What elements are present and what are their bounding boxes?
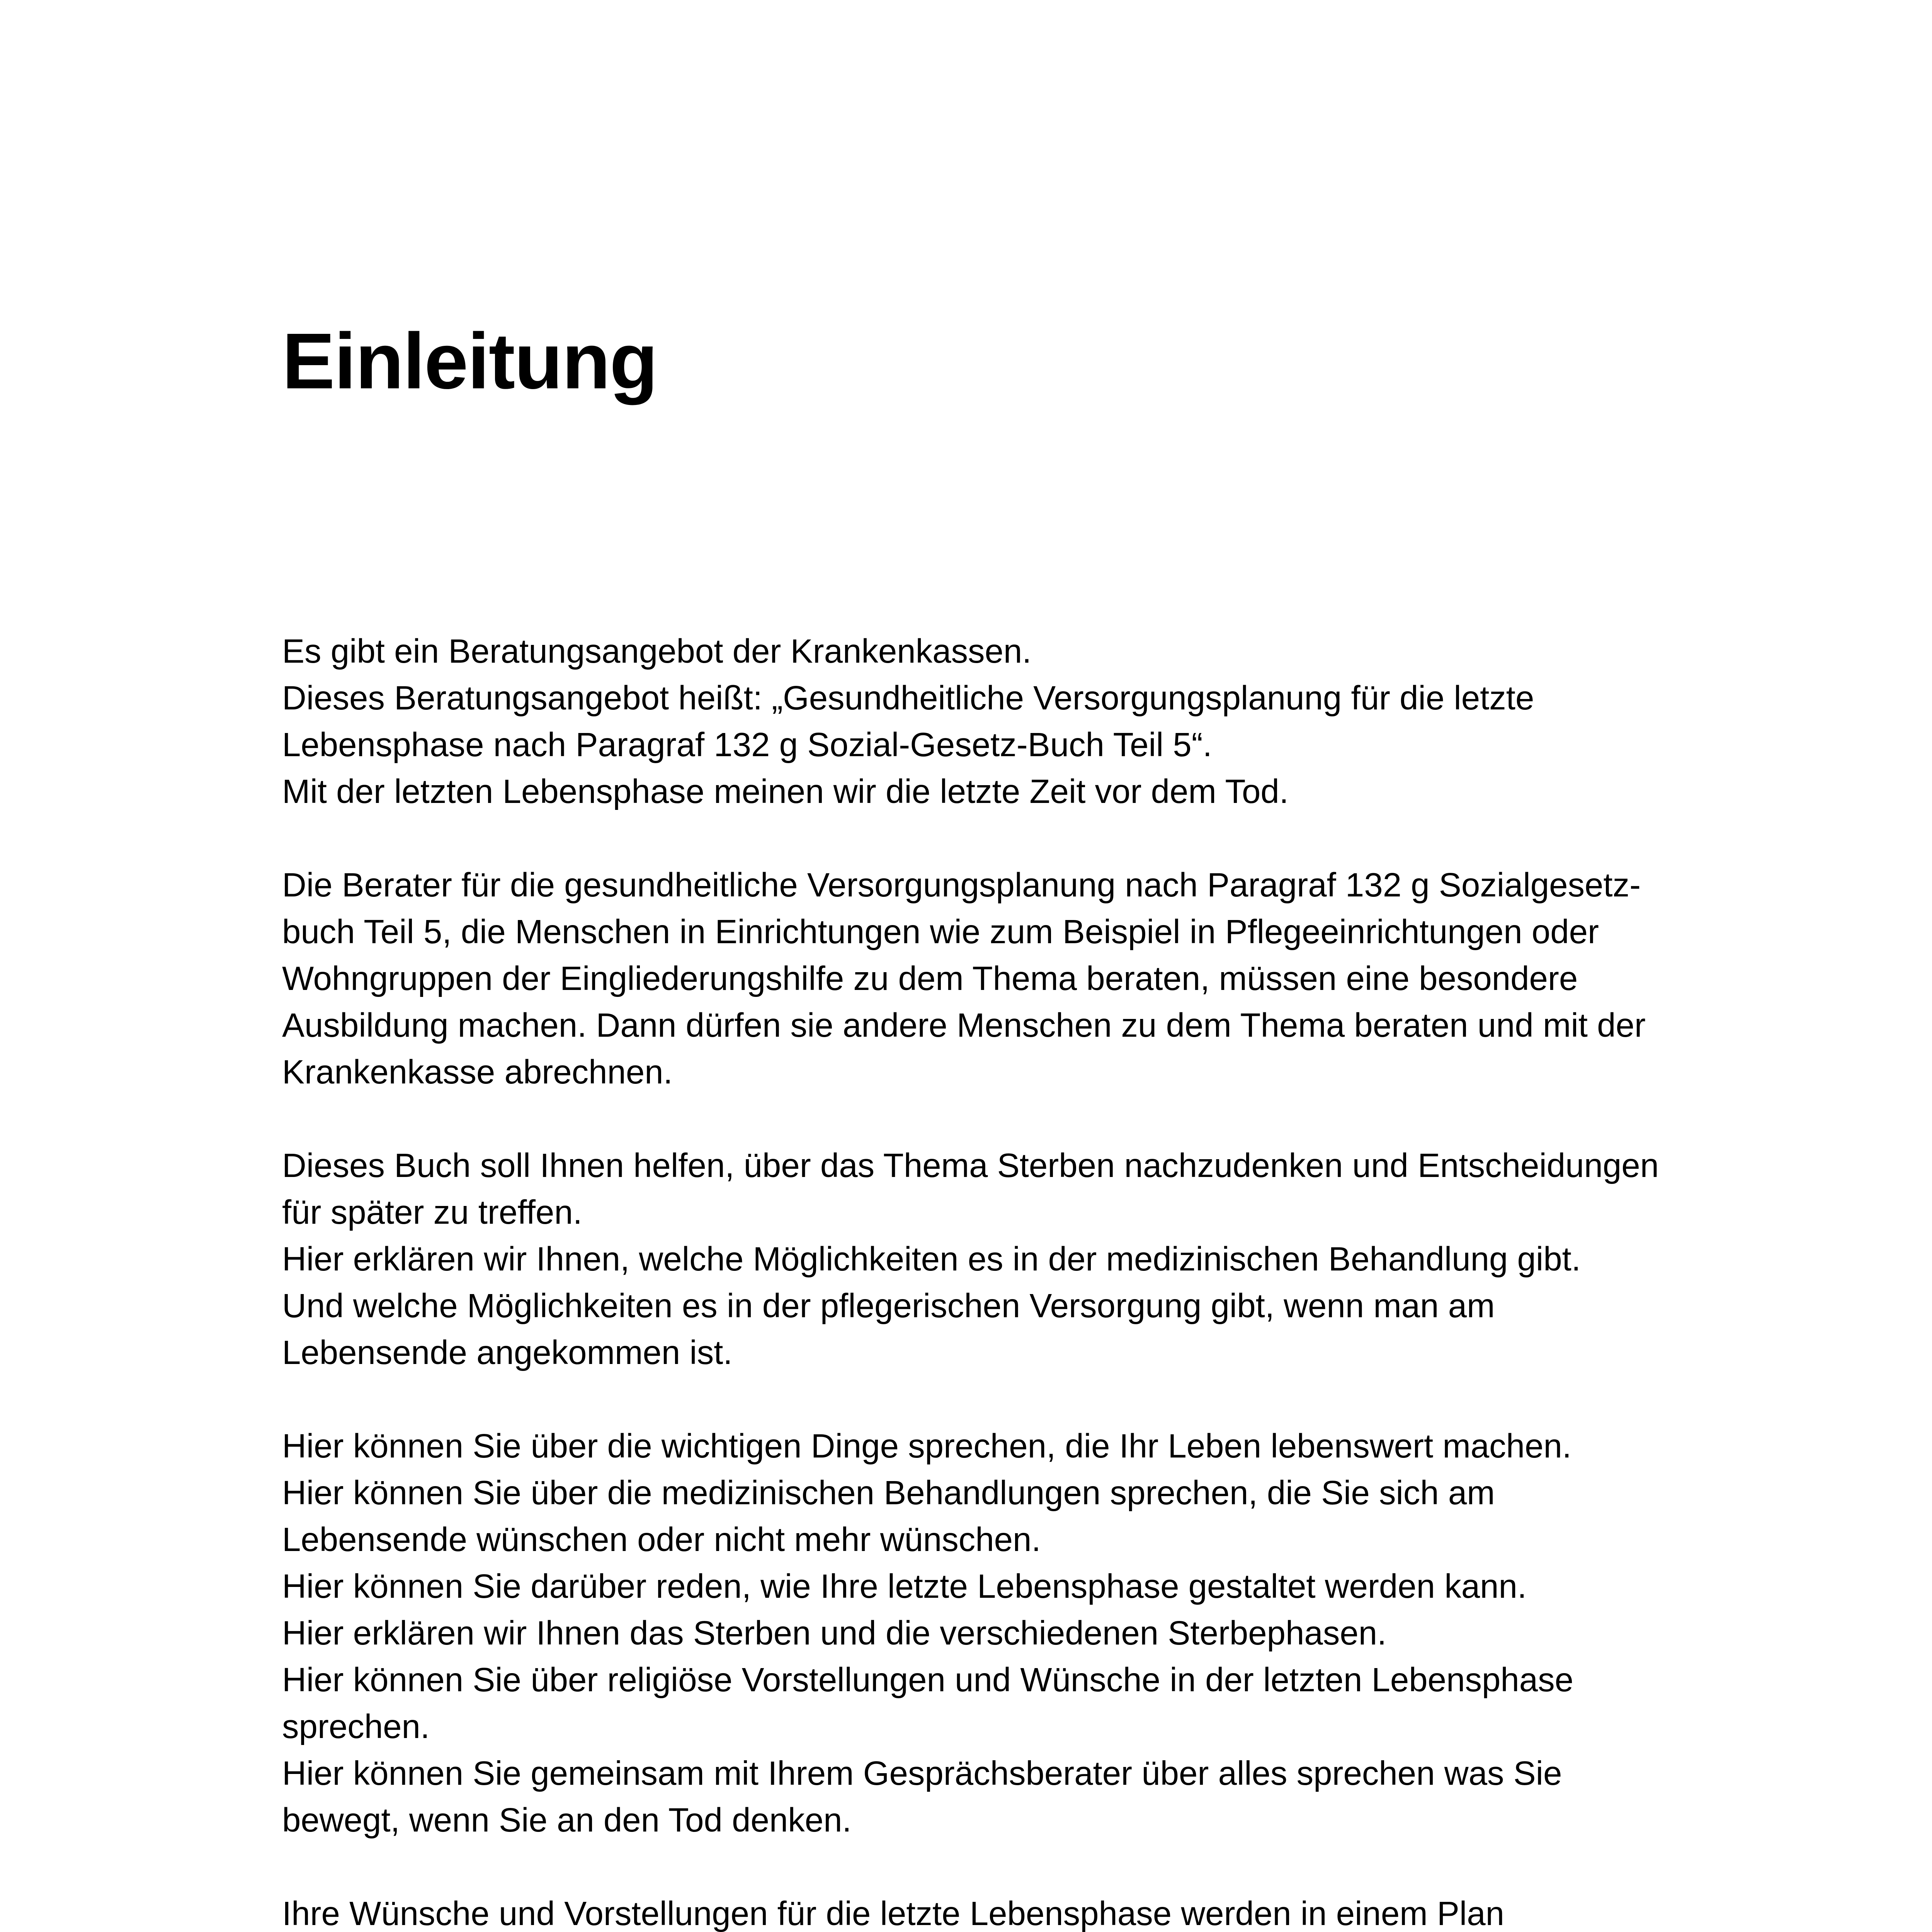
text-line: Es gibt ein Beratungsangebot der Krankenkassen. bbox=[282, 633, 1032, 670]
text-line: Krankenkasse abrechnen. bbox=[282, 1053, 673, 1091]
text-line: Lebensphase nach Paragraf 132 g Sozial-Gesetz-Buch Teil 5“. bbox=[282, 726, 1212, 764]
paragraph-1 bbox=[282, 628, 1808, 815]
text-line: Ihre Wünsche und Vorstellungen für die letzte Lebensphase werden in einem Plan bbox=[282, 1895, 1505, 1932]
text-line: Wohngruppen der Eingliederungshilfe zu dem Thema beraten, müssen eine besondere bbox=[282, 960, 1578, 997]
paragraph-2 bbox=[282, 862, 1808, 1095]
page-title: Einleitung bbox=[282, 317, 657, 405]
text-line: für später zu treffen. bbox=[282, 1194, 582, 1231]
text-line: Hier können Sie über religiöse Vorstellungen und Wünsche in der letzten Lebensphase bbox=[282, 1661, 1573, 1699]
text-line: Die Berater für die gesundheitliche Versorgungsplanung nach Paragraf 132 g Sozialgesetz- bbox=[282, 866, 1641, 904]
text-line: Hier können Sie darüber reden, wie Ihre letzte Lebensphase gestaltet werden kann. bbox=[282, 1568, 1527, 1605]
text-line: Lebensende angekommen ist. bbox=[282, 1334, 733, 1371]
text-line: Hier können Sie über die medizinischen Behandlungen sprechen, die Sie sich am bbox=[282, 1474, 1495, 1512]
text-line: Und welche Möglichkeiten es in der pflegerischen Versorgung gibt, wenn man am bbox=[282, 1287, 1495, 1325]
paragraph-5 bbox=[282, 1890, 1808, 1932]
paragraph-4 bbox=[282, 1423, 1808, 1844]
text-line: Hier erklären wir Ihnen das Sterben und die verschiedenen Sterbephasen. bbox=[282, 1614, 1387, 1652]
text-line: Dieses Buch soll Ihnen helfen, über das Thema Sterben nachzudenken und Entscheidungen bbox=[282, 1147, 1659, 1184]
text-line: Hier können Sie über die wichtigen Dinge sprechen, die Ihr Leben lebenswert machen. bbox=[282, 1427, 1572, 1465]
text-line: sprechen. bbox=[282, 1708, 430, 1745]
text-line: Dieses Beratungsangebot heißt: „Gesundheitliche Versorgungsplanung für die letzte bbox=[282, 679, 1534, 717]
text-line: Lebensende wünschen oder nicht mehr wünschen. bbox=[282, 1521, 1041, 1558]
paragraph-3 bbox=[282, 1142, 1808, 1376]
text-line: Hier können Sie gemeinsam mit Ihrem Gesprächsberater über alles sprechen was Sie bbox=[282, 1755, 1562, 1792]
text-line: bewegt, wenn Sie an den Tod denken. bbox=[282, 1801, 852, 1839]
body-text bbox=[282, 628, 1808, 1932]
text-line: buch Teil 5, die Menschen in Einrichtungen wie zum Beispiel in Pflegeeinrichtungen oder bbox=[282, 913, 1599, 951]
text-line: Ausbildung machen. Dann dürfen sie andere Menschen zu dem Thema beraten und mit der bbox=[282, 1007, 1646, 1044]
text-line: Mit der letzten Lebensphase meinen wir die letzte Zeit vor dem Tod. bbox=[282, 773, 1289, 810]
text-line: Hier erklären wir Ihnen, welche Möglichkeiten es in der medizinischen Behandlung gibt. bbox=[282, 1240, 1581, 1278]
